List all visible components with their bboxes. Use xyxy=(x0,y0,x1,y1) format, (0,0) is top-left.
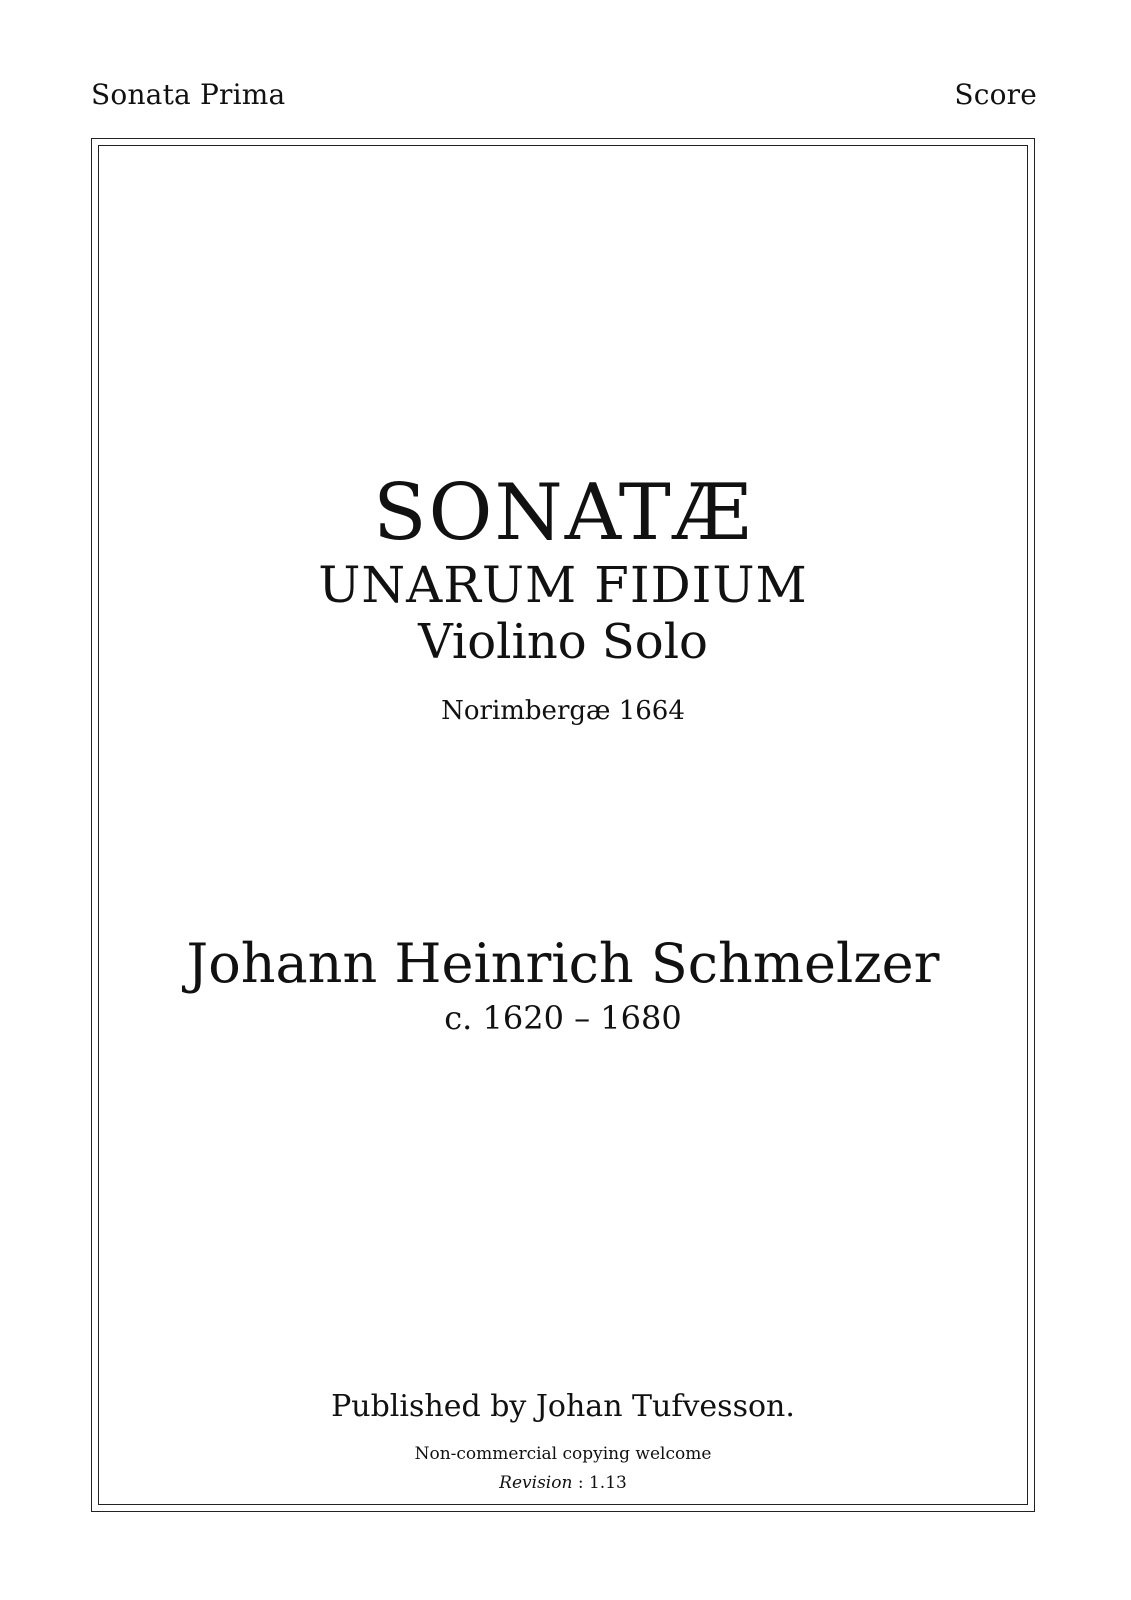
composer-dates: c. 1620 – 1680 xyxy=(444,999,682,1037)
revision-number: 1.13 xyxy=(588,1473,627,1493)
revision-label: Revision xyxy=(499,1473,573,1493)
page-border-inner xyxy=(98,145,1028,1505)
copying-notice: Non-commercial copying welcome xyxy=(414,1444,712,1464)
publication-place-year: Norimbergæ 1664 xyxy=(441,696,685,726)
revision-line xyxy=(98,1472,1028,1494)
revision-separator: : xyxy=(572,1473,589,1493)
publisher-line: Published by Johan Tufvesson. xyxy=(331,1389,795,1424)
composer-name: Johann Heinrich Schmelzer xyxy=(186,932,940,995)
running-head-left: Sonata Prima xyxy=(91,78,286,111)
running-head-right: Score xyxy=(954,78,1037,111)
work-title: SONATÆ xyxy=(373,468,753,558)
instrumentation: Violino Solo xyxy=(418,614,708,670)
work-subtitle: UNARUM FIDIUM xyxy=(318,556,808,614)
